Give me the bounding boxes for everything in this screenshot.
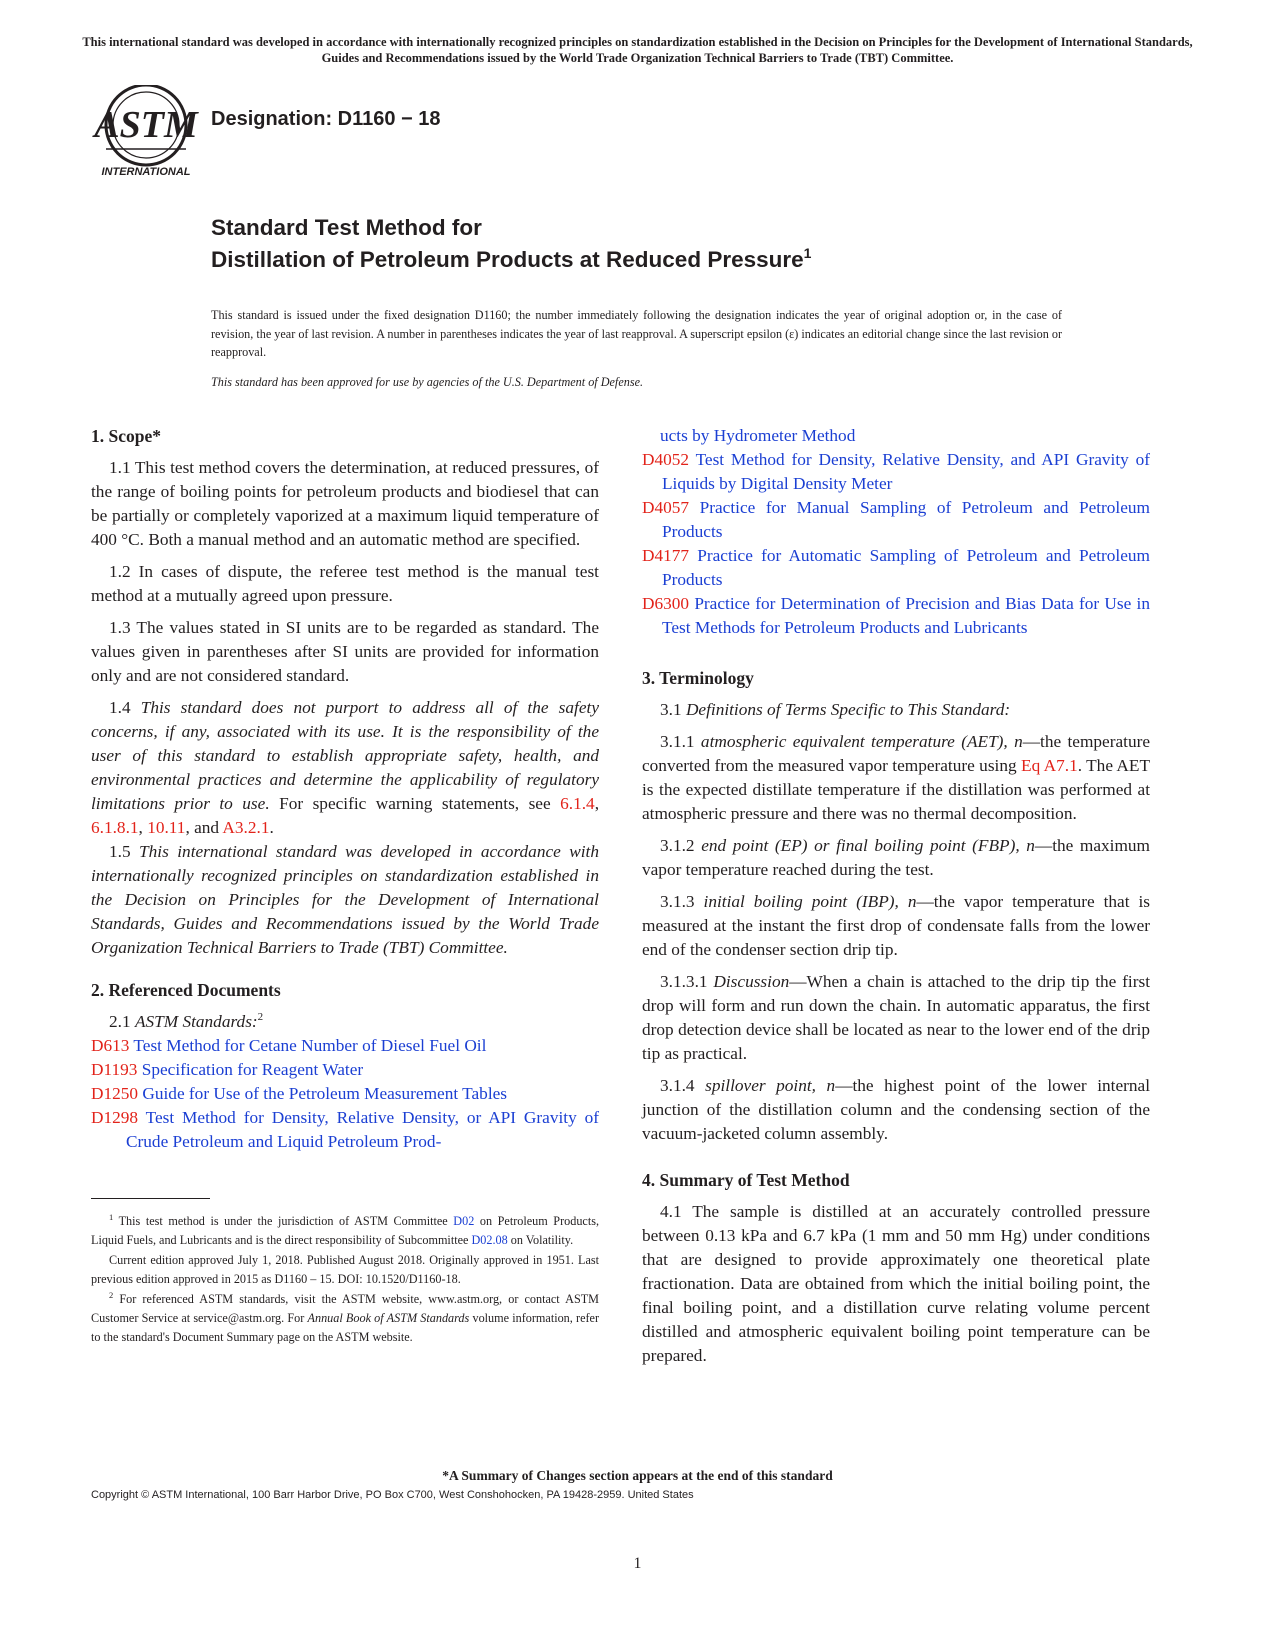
title-footnote-mark[interactable]: 1 (803, 245, 812, 261)
ref-item[interactable]: D1298 Test Method for Density, Relative Density, or API Gravity of Crude Petroleum and Liquid Petroleum Prod- (91, 1108, 599, 1151)
footnotes (91, 1212, 599, 1348)
ref-item[interactable]: D613 Test Method for Cetane Number of Diesel Fuel Oil (91, 1036, 487, 1055)
svg-text:INTERNATIONAL: INTERNATIONAL (101, 166, 191, 178)
para-1-2: 1.2 In cases of dispute, the referee test method is the manual test method at a mutually agreed upon pressure. (91, 562, 599, 605)
para-3-1-1: 3.1.1 atmospheric equivalent temperature (AET), n—the temperature converted from the measured vapor temperature using Eq A7.1. The AET is the expected distillate temperature if the distillation was performed at atmospheric pressure and there was no thermal decomposition. (642, 732, 1151, 823)
section-1-heading: 1. Scope* (91, 426, 161, 446)
para-1-3: 1.3 The values stated in SI units are to be regarded as standard. The values given in parentheses after SI units are provided for information only and are not considered standard. (91, 618, 599, 685)
footnote-1-edition: Current edition approved July 1, 2018. Published August 2018. Originally approved in 1951. Last previous edition approved in 2015 as D1160 – 15. DOI: 10.1520/D1160-18. (91, 1253, 599, 1286)
link-d02[interactable]: D02 (453, 1214, 475, 1228)
para-3-1-3-1: 3.1.3.1 Discussion—When a chain is attached to the drip tip the first drop will form and run down the chain. In automatic apparatus, the first drop detection device shall be located as near to the lower end of the drip tip as practical. (642, 972, 1151, 1063)
para-2-1: 2.1 ASTM Standards:$^2$ (109, 1011, 264, 1031)
page-number: 1 (633, 1555, 642, 1572)
link-6-1-8-1[interactable]: 6.1.8.1 (91, 818, 139, 837)
ref-item[interactable]: D6300 Practice for Determination of Precision and Bias Data for Use in Test Methods for Petroleum Products and Lubricants (642, 594, 1150, 637)
link-eq-a7-1[interactable]: Eq A7.1 (1021, 756, 1078, 775)
title-line-1: Standard Test Method for (211, 215, 482, 240)
left-column (91, 424, 599, 1154)
ref-item[interactable]: D4057 Practice for Manual Sampling of Petroleum and Petroleum Products (642, 498, 1150, 541)
ref-item[interactable]: D1250 Guide for Use of the Petroleum Measurement Tables (91, 1084, 508, 1103)
link-d02-08[interactable]: D02.08 (471, 1232, 508, 1247)
para-1-4: 1.4 This standard does not purport to address all of the safety concerns, if any, associated with its use. It is the responsibility of the user of this standard to establish appropriate safety, health, and environmental practices and determine the applicability of regulatory limitations prior to use. For specific warning statements, see 6.1.4, 6.1.8.1, 10.11, and A3.2.1. (91, 698, 600, 837)
copyright: Copyright © ASTM International, 100 Barr Harbor Drive, PO Box C700, West Conshohocken, PA 19428-2959. United States (91, 1489, 694, 1501)
issue-note: This standard is issued under the fixed designation D1160; the number immediately following the designation indicates the year of original adoption or, in the case of revision, the year of last revision. A number in parentheses indicates the year of last reapproval. A superscript epsilon (ε) indicates an editorial change since the last revision or reapproval. (211, 308, 1062, 359)
section-3-heading: 3. Terminology (642, 668, 754, 688)
footnote-1: $^1$ This test method is under the jurisdiction of ASTM Committee D02 on Petroleum Products, Liquid Fuels, and Lubricants and is the direct responsibility of Subcommittee D02.08 on Volatility. (91, 1212, 600, 1247)
svg-text:ASTM: ASTM (94, 104, 198, 146)
link-a3-2-1[interactable]: A3.2.1 (222, 818, 270, 837)
footnote-divider (91, 1198, 210, 1199)
para-4-1: 4.1 The sample is distilled at an accurately controlled pressure between 0.13 kPa and 6.7 kPa (1 mm and 50 mm Hg) under conditions that are designed to provide approximately one theoretical plate fractionation. Data are obtained from which the initial boiling point, the final boiling point, and a distillation curve relating volume percent distilled and atmospheric equivalent boiling point temperature can be prepared. (642, 1202, 1150, 1365)
para-1-1: 1.1 This test method covers the determination, at reduced pressures, of the range of boiling points for petroleum products and biodiesel that can be partially or completely vaporized at a maximum liquid temperature of 400 °C. Both a manual method and an automatic method are specified. (91, 458, 599, 549)
footnote-2: $^2$ For referenced ASTM standards, visit the ASTM website, www.astm.org, or contact ASTM Customer Service at service@astm.org. For Annual Book of ASTM Standards volume information, refer to the standard's Document Summary page on the ASTM website. (91, 1290, 600, 1344)
link-6-1-4[interactable]: 6.1.4 (560, 794, 595, 813)
dod-note: This standard has been approved for use by agencies of the U.S. Department of Defense. (211, 375, 644, 389)
title-line-2: Distillation of Petroleum Products at Reduced Pressure$^1$ (211, 245, 812, 272)
section-2-heading: 2. Referenced Documents (91, 980, 281, 1000)
astm-logo (92, 85, 200, 180)
top-notice: This international standard was developed in accordance with internationally recognized principles on standardization established in the Decision on Principles for the Development of International Standards, Guides and Recommendations issued by the World Trade Organization Technical Barriers to Trade (TBT) Committee. (82, 35, 1193, 65)
para-3-1-4: 3.1.4 spillover point, n—the highest point of the lower internal junction of the distillation column and the condensing section of the vacuum-jacketed column assembly. (642, 1076, 1150, 1143)
para-3-1-3: 3.1.3 initial boiling point (IBP), n—the vapor temperature that is measured at the instant the first drop of condensate falls from the lower end of the condenser section drip tip. (642, 892, 1151, 959)
section-4-heading: 4. Summary of Test Method (642, 1170, 850, 1190)
summary-of-changes-note: *A Summary of Changes section appears at the end of this standard (442, 1468, 833, 1483)
ref-item[interactable]: D4052 Test Method for Density, Relative Density, and API Gravity of Liquids by Digital Density Meter (642, 450, 1150, 493)
right-column (642, 424, 1150, 1368)
link-10-11[interactable]: 10.11 (147, 818, 186, 837)
para-1-5: 1.5 This international standard was developed in accordance with internationally recognized principles on standardization established in the Decision on Principles for the Development of International Standards, Guides and Recommendations issued by the World Trade Organization Technical Barriers to Trade (TBT) Committee. (91, 842, 599, 957)
para-3-1: 3.1 Definitions of Terms Specific to This Standard: (660, 700, 1011, 719)
ref-item[interactable]: D1193 Specification for Reagent Water (91, 1060, 364, 1079)
ref-item[interactable]: D4177 Practice for Automatic Sampling of Petroleum and Petroleum Products (642, 546, 1150, 589)
ref-item-continued[interactable]: ucts by Hydrometer Method (660, 426, 856, 445)
designation: Designation: D1160 − 18 (211, 108, 441, 130)
para-3-1-2: 3.1.2 end point (EP) or final boiling point (FBP), n—the maximum vapor temperature reached during the test. (642, 836, 1150, 879)
